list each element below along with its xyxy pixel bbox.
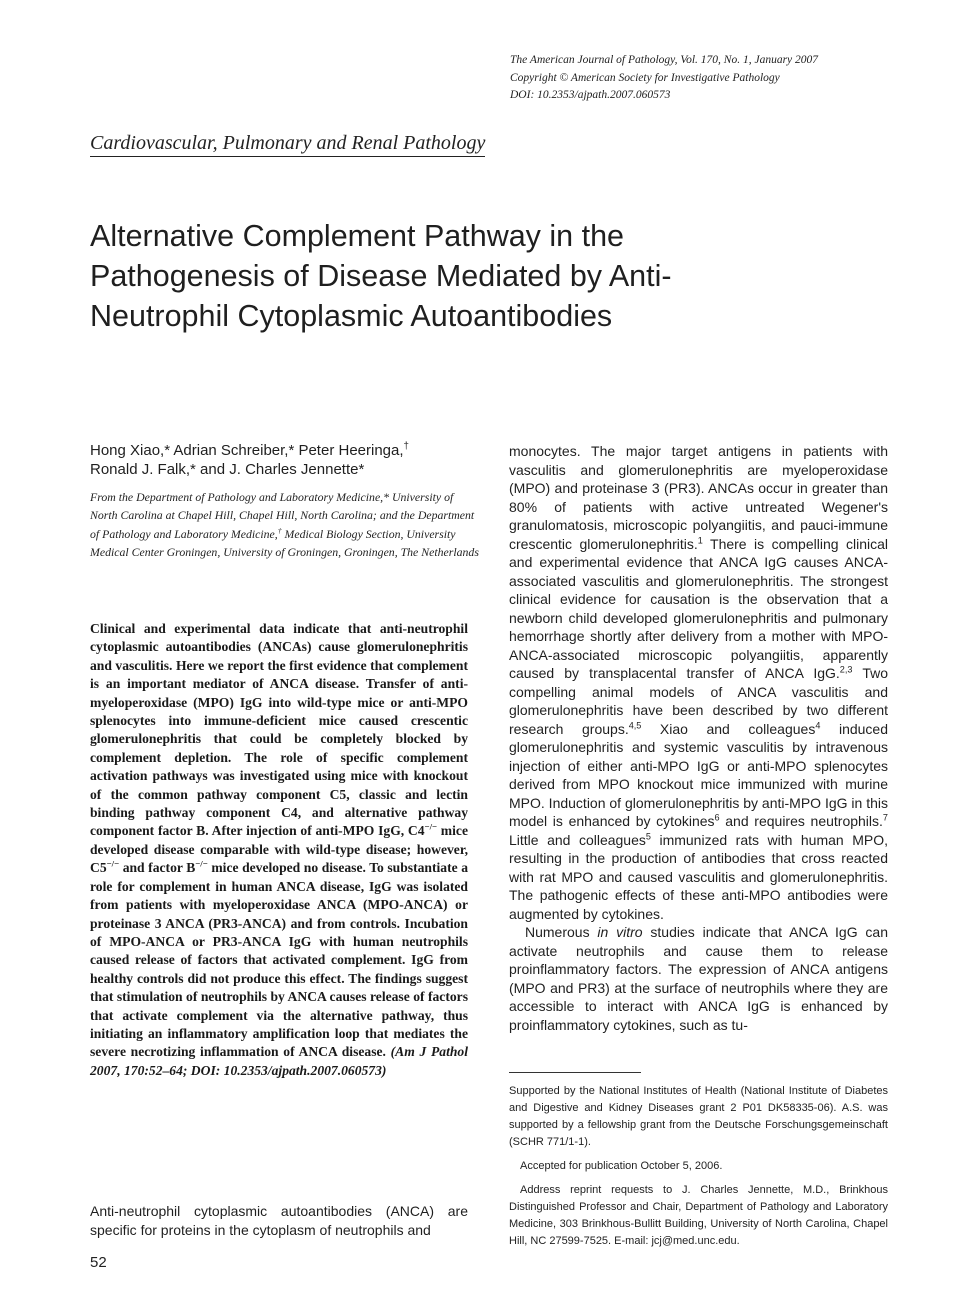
right-column-body xyxy=(509,442,888,1034)
footnotes xyxy=(509,1083,888,1257)
abstract-sup-2: −/− xyxy=(106,858,120,869)
ref-6: 6 xyxy=(714,812,720,823)
affiliation-dagger-mark: † xyxy=(277,525,282,535)
abstract-text-3: and factor B xyxy=(119,860,196,876)
ref-7: 7 xyxy=(882,812,888,823)
abstract-text-1: Clinical and experimental data indicate that anti-neutrophil cytoplasmic autoantibodies (ANCAs) cause glomerulonephritis and vasculitis. Here we report the first evidence that complement is an important mediator of ANCA disease. Transfer of anti-myeloperoxidase (MPO) IgG into wild-type mice or anti-MPO splenocytes into immune-deficient mice caused crescentic glomerulonephritis that could be completely blocked by complement depletion. The role of specific complement activation pathways was investigated using mice with knockout of the common pathway component C5, classic and lectin binding pathway component C4, and alternative pathway component factor B. After injection of anti-MPO IgG, C4 xyxy=(90,621,468,839)
abstract-citation: (Am J Pathol 2007, 170:52–64; DOI: 10.2353/ajpath.2007.060573) xyxy=(90,1044,468,1078)
affiliation-part-1: From the Department of Pathology and Laboratory Medicine,* University of North Carolina at Chapel Hill, Chapel Hill, North Carolina; and the Department of Pathology and Laboratory Medicine, xyxy=(90,490,475,541)
ref-5: 5 xyxy=(645,830,651,841)
p1-text-c: Two compelling animal models of ANCA vasculitis and glomerulonephritis have been described by two different research groups. xyxy=(509,665,888,737)
ref-4: 4 xyxy=(815,719,821,730)
body-paragraph-2 xyxy=(509,923,888,1034)
footnote-support: Supported by the National Institutes of Health (National Institute of Diabetes and Digestive and Kidney Diseases grant 2 P01 DK58335-06). A.S. was supported by a fellowship grant from the Deutsche Forschungsgemeinschaft (SCHR 771/1-1). xyxy=(509,1085,888,1148)
ref-4-5: 4,5 xyxy=(628,719,642,730)
authors-line-2: Ronald J. Falk,* and J. Charles Jennette* xyxy=(90,461,365,478)
abstract-text-2: mice developed disease comparable with wild-type disease; however, C5 xyxy=(90,823,468,876)
affiliations xyxy=(90,488,480,561)
author-dagger-mark: † xyxy=(403,441,409,452)
page-number: 52 xyxy=(90,1254,107,1271)
intro-paragraph: Anti-neutrophil cytoplasmic autoantibodies (ANCA) are specific for proteins in the cytoplasm of neutrophils and xyxy=(90,1203,468,1238)
ref-2-3: 2,3 xyxy=(839,664,853,675)
p1-text-a: monocytes. The major target antigens in patients with vasculitis and glomerulonephritis are myeloperoxidase (MPO) and proteinase 3 (PR3). ANCAs occur in greater than 80% of patients with active untreated Wegener's granulomatosis, microscopic polyangiitis, and pauci-immune crescentic glomerulonephritis. xyxy=(509,443,888,552)
p1-text-g: Little and colleagues xyxy=(509,831,646,848)
p2-italic: in vitro xyxy=(597,924,643,940)
p1-text-e: induced glomerulonephritis and systemic vasculitis by intravenous injection of either anti-MPO IgG or anti-MPO splenocytes derived from MPO knockout mice immunized with murine MPO. Induction of glomerulonephritis by anti-MPO IgG in this model is enhanced by cytokines xyxy=(509,720,888,829)
journal-copyright: Copyright © American Society for Investigative Pathology xyxy=(510,71,780,84)
abstract-sup-1: −/− xyxy=(424,821,438,832)
p2-text-a: Numerous xyxy=(525,924,598,940)
footnote-divider xyxy=(509,1072,641,1073)
journal-doi: DOI: 10.2353/ajpath.2007.060573 xyxy=(510,89,671,101)
p1-text-f: and requires neutrophils. xyxy=(719,813,883,829)
footnote-reprint: Address reprint requests to J. Charles Jennette, M.D., Brinkhous Distinguished Professor and Chair, Department of Pathology and Laboratory Medicine, 303 Brinkhous-Bullitt Building, University of North Carolina, Chapel Hill, NC 27599-7525. E-mail: jcj@med.unc.edu. xyxy=(509,1184,888,1247)
author-list xyxy=(90,441,490,479)
section-heading: Cardiovascular, Pulmonary and Renal Pathology xyxy=(90,132,485,157)
authors-line-1: Hong Xiao,* Adrian Schreiber,* Peter Heeringa, xyxy=(90,442,404,459)
journal-citation: The American Journal of Pathology, Vol. 170, No. 1, January 2007 xyxy=(510,54,819,66)
p1-text-d: Xiao and colleagues xyxy=(641,720,816,737)
affiliation-part-2: Medical Biology Section, University Medical Center Groningen, University of Groningen, Groningen, The Netherlands xyxy=(90,526,479,559)
footnote-accepted: Accepted for publication October 5, 2006. xyxy=(520,1160,723,1172)
journal-header xyxy=(510,52,818,105)
p2-text-b: studies indicate that ANCA IgG can activate neutrophils and cause them to release proinflammatory factors. The expression of ANCA antigens (MPO and PR3) at the surface of neutrophils where they are accessible to interact with ANCA IgG is enhanced by proinflammatory cytokines, such as tu- xyxy=(509,924,888,1033)
abstract-sup-3: −/− xyxy=(195,858,208,869)
p1-text-b: There is compelling clinical and experimental evidence that ANCA IgG causes ANCA-associated vasculitis and glomerulonephritis. The strongest clinical evidence for causation is the observation that a newborn child developed glomerulonephritis and pulmonary hemorrhage shortly after delivery from a mother with MPO-ANCA-associated microscopic polyangiitis, apparently caused by transplacental transfer of ANCA IgG. xyxy=(509,535,888,681)
body-paragraph-1 xyxy=(509,442,888,923)
ref-1: 1 xyxy=(697,534,703,545)
p1-text-h: immunized rats with human MPO, resulting in the production of antibodies that cross reacted with rat MPO and caused vasculitis and glomerulonephritis. The pathogenic effects of these anti-MPO antibodies were augmented by cytokines. xyxy=(509,831,888,922)
article-title: Alternative Complement Pathway in the Pathogenesis of Disease Mediated by Anti-Neutrophil Cytoplasmic Autoantibodies xyxy=(90,219,672,333)
abstract-text-4: mice developed no disease. To substantiate a role for complement in human ANCA disease, IgG was isolated from patients with myeloperoxidase ANCA (MPO-ANCA) or proteinase 3 ANCA (PR3-ANCA) and from controls. Incubation of MPO-ANCA or PR3-ANCA IgG with human neutrophils caused release of factors that activated complement. IgG from healthy controls did not produce this effect. The findings suggest that stimulation of neutrophils by ANCA causes release of factors that activate complement via the alternative pathway, thus initiating an inflammatory amplification loop that mediates the severe necrotizing inflammation of ANCA disease. xyxy=(90,860,468,1060)
abstract xyxy=(90,620,468,1080)
